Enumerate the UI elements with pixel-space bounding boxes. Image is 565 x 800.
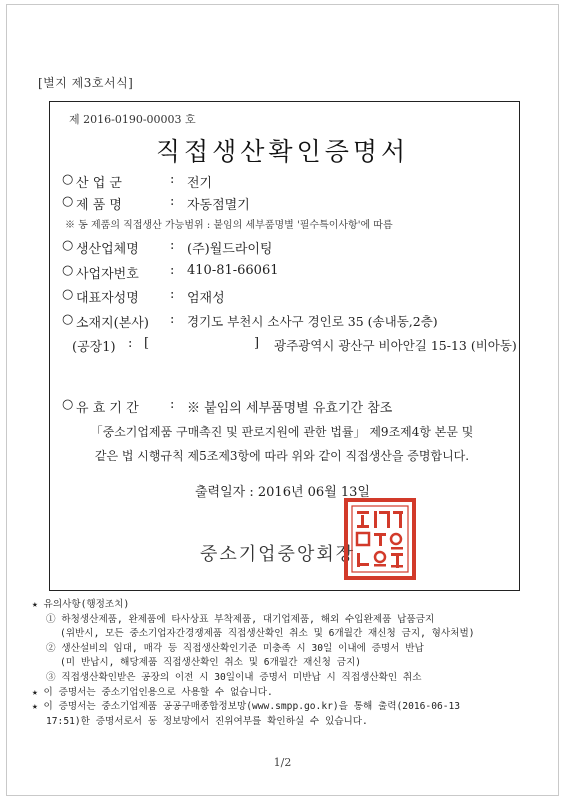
factory-bracket-open: [ bbox=[144, 336, 150, 351]
field-value: 자동점멸기 bbox=[187, 198, 250, 213]
field-colon: : bbox=[170, 172, 175, 187]
bullet-icon: ○ bbox=[62, 172, 74, 187]
factory-bracket-close: ] bbox=[254, 336, 260, 351]
field-label: 유 효 기 간 bbox=[76, 401, 139, 416]
field-colon: : bbox=[170, 238, 175, 253]
bullet-icon: ○ bbox=[62, 312, 74, 327]
field-colon: : bbox=[170, 312, 175, 327]
notice-item: (미 반납시, 해당제품 직접생산확인 취소 및 6개월간 재신청 금지) bbox=[60, 657, 361, 669]
field-colon: : bbox=[170, 263, 175, 278]
field-value: 경기도 부천시 소사구 경인로 35 (송내동,2층) bbox=[187, 314, 438, 329]
field-value: (주)월드라이팅 bbox=[187, 242, 273, 257]
notice-item: ② 생산설비의 임대, 매각 등 직접생산확인기준 미충족 시 30일 이내에 증명서 반납 bbox=[46, 642, 424, 654]
notice-item: 17:51)한 증명서로서 동 정보망에서 진위여부를 확인하실 수 있습니다. bbox=[46, 715, 368, 727]
field-value: 410-81-66061 bbox=[187, 263, 279, 278]
field-colon: : bbox=[170, 287, 175, 302]
field-label: (공장1) bbox=[72, 340, 116, 355]
field-value: 전기 bbox=[187, 176, 213, 191]
output-date: 출력일자 : 2016년 06월 13일 bbox=[195, 485, 370, 500]
field-label: 산 업 군 bbox=[76, 176, 122, 191]
bullet-icon: ○ bbox=[62, 194, 74, 209]
notice-section bbox=[32, 598, 542, 729]
certificate-title: 직접생산확인증명서 bbox=[155, 137, 410, 166]
field-label: 대표자성명 bbox=[76, 291, 139, 306]
field-value: 광주광역시 광산구 비아안길 15-13 (비아동) bbox=[274, 338, 517, 353]
field-colon: : bbox=[128, 336, 133, 351]
bullet-icon: ○ bbox=[62, 238, 74, 253]
notice-item: ① 하청생산제품, 완제품에 타사상표 부착제품, 대기업제품, 해외 수입완제품 납품금지 bbox=[46, 613, 435, 625]
notice-item: ③ 직접생산확인받은 공장의 이전 시 30일이내 증명서 미반납 시 직접생산확인 취소 bbox=[46, 671, 422, 683]
bullet-icon: ○ bbox=[62, 263, 74, 278]
scope-note: ※ 동 제품의 직접생산 가능범위 : 붙임의 세부품명별 '필수특이사항'에 따름 bbox=[65, 220, 393, 231]
field-colon: : bbox=[170, 397, 175, 412]
issuer-name: 중소기업중앙회장 bbox=[200, 544, 356, 565]
field-value: 엄재성 bbox=[187, 291, 225, 306]
field-label: 사업자번호 bbox=[76, 267, 139, 282]
bullet-icon: ○ bbox=[62, 397, 74, 412]
field-value: ※ 붙임의 세부품명별 유효기간 참조 bbox=[187, 401, 393, 416]
notice-item: ★ 이 증명서는 중소기업제품 공공구매종합정보망(www.smpp.go.kr)을 통해 출력(2016-06-13 bbox=[32, 701, 461, 713]
field-label: 제 품 명 bbox=[76, 198, 122, 213]
statement-line-2: 같은 법 시행규칙 제5조제3항에 따라 위와 같이 직접생산을 증명합니다. bbox=[94, 449, 470, 463]
bullet-icon: ○ bbox=[62, 287, 74, 302]
field-label: 생산업체명 bbox=[76, 242, 139, 257]
certificate-number: 제 2016-0190-00003 호 bbox=[69, 113, 196, 126]
notice-item: (위반시, 모든 중소기업자간경쟁제품 직접생산확인 취소 및 6개월간 재신청 금지, 형사처벌) bbox=[60, 628, 475, 640]
field-label: 소재지(본사) bbox=[76, 316, 149, 331]
field-colon: : bbox=[170, 194, 175, 209]
notice-heading: ★ 유의사항(행정조치) bbox=[32, 599, 130, 610]
notice-item: ★ 이 증명서는 중소기업인용으로 사용할 수 없습니다. bbox=[32, 686, 273, 698]
statement-line-1: 「중소기업제품 구매촉진 및 판로지원에 관한 법률」 제9조제4항 본문 및 bbox=[90, 425, 474, 439]
form-tag: [별지 제3호서식] bbox=[38, 76, 134, 90]
official-seal-icon bbox=[343, 497, 417, 581]
page-number: 1/2 bbox=[273, 756, 292, 769]
